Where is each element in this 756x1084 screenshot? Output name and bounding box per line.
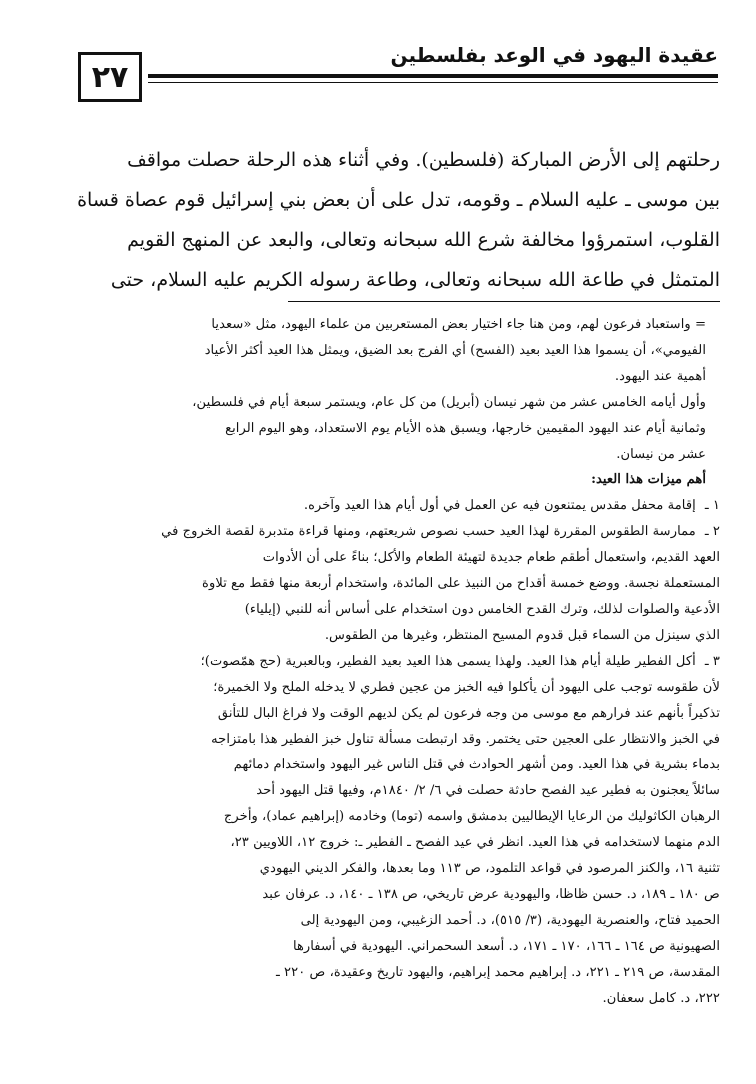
footnote-line: سائلاً يعجنون به فطير عيد الفصح حادثة حصلت في ٦/ ٢/ ١٨٤٠م، وفيها قتل اليهود أحد: [256, 783, 720, 799]
footnote-line: ٢٢٢، د. كامل سعفان.: [602, 990, 720, 1006]
footnote-line: عشر من نيسان.: [616, 446, 706, 462]
main-line: المتمثل في طاعة الله سبحانه وتعالى، وطاعة رسوله الكريم عليه السلام، حتى: [110, 269, 720, 291]
features-heading: أهم ميزات هذا العيد:: [591, 472, 706, 488]
main-body: [60, 140, 720, 300]
footnote-line: الذي سينزل من السماء قبل قدوم المسيح المنتظر، وغيرها من الطقوس.: [324, 627, 720, 643]
header-rule-thick: [148, 74, 718, 78]
item-text: ممارسة الطقوس المقررة لهذا العيد حسب نصوص شريعتهم، ومنها قراءة متدبرة لقصة الخروج في: [161, 524, 696, 540]
running-title: عقيدة اليهود في الوعد بفلسطين: [390, 43, 718, 67]
footnote-line: تثنية ١٦، والكنز المرصود في قواعد التلمود، ص ١١٣ وما بعدها، والفكر الديني اليهودي: [259, 861, 720, 877]
footnote-line: وأول أيامه الخامس عشر من شهر نيسان (أبريل) من كل عام، ويستمر سبعة أيام في فلسطين،: [192, 394, 706, 410]
item-text: إقامة محفل مقدس يمتنعون فيه عن العمل في أول أيام هذا العيد وآخره.: [303, 498, 696, 514]
footnote-line: المقدسة، ص ٢١٩ ـ ٢٢١، د. إبراهيم محمد إبراهيم، واليهود تاريخ وعقيدة، ص ٢٢٠ ـ: [275, 964, 720, 980]
feature-item-2: [60, 519, 720, 545]
main-line: بين موسى ـ عليه السلام ـ وقومه، تدل على أن بعض بني إسرائيل قوم عصاة قساة: [77, 189, 720, 211]
footnote-line: في الخبز والانتظار على العجين حتى يختمر. وقد ارتبطت مسألة تناول خبز الفطير هذا بامتزاجه: [211, 731, 720, 747]
footnote-line: تذكيراً بأنهم عند فرارهم مع موسى من وجه فرعون لم يكن لديهم الوقت ولا فراغ البال للتأنق: [217, 705, 720, 721]
footnote-line: = واستعباد فرعون لهم، ومن هنا جاء اختيار بعض المستعربين من علماء اليهود، مثل «سعديا: [211, 317, 706, 332]
page-number: ٢٧: [78, 52, 142, 102]
footnote-line: العهد القديم، واستعمال أطقم طعام جديدة لتهيئة الطعام والأكل؛ بناءً على أن الأدوات: [262, 550, 720, 566]
footnote-line: بدماء بشرية في هذا العيد. ومن أشهر الحوادث في قتل الناس غير اليهود واستخدام دمائهم: [233, 757, 720, 773]
footnote-line: وثمانية أيام عند اليهود المقيمين خارجها، ويسبق هذه الأيام يوم الاستعداد، وهو اليوم الرابع: [225, 420, 706, 436]
footnote-line: الأدعية والصلوات لذلك، وترك القدح الخامس دون استخدام على أساس أنه للنبي (إيلياء): [244, 601, 720, 617]
footnote-separator: [288, 301, 720, 302]
item-number: ١ ـ: [704, 498, 720, 514]
main-line: رحلتهم إلى الأرض المباركة (فلسطين). وفي أثناء هذه الرحلة حصلت مواقف: [127, 149, 720, 171]
item-text: أكل الفطير طيلة أيام هذا العيد. ولهذا يسمى هذا العيد بعيد الفطير، وبالعبرية (حج همّصوت)؛: [200, 653, 696, 669]
item-number: ٢ ـ: [704, 524, 720, 540]
footnote-line: الدم منهما لاستخدامه في هذا العيد. انظر في عيد الفصح ـ الفطير ـ: خروج ١٢، اللاويين ٢٣،: [230, 835, 720, 851]
feature-item-3: [60, 649, 720, 675]
footnote-line: الحميد فتاح، والعنصرية اليهودية، (٣/ ٥١٥)، د. أحمد الزغيبي، ومن اليهودية إلى: [300, 912, 720, 928]
footnote-line: الرهبان الكاثوليك من الرعايا الإيطاليين بدمشق واسمه (توما) وخادمه (إبراهيم عماد)، وأخرج: [223, 809, 720, 825]
footnote-line: المستعملة نجسة. ووضع خمسة أقداح من النبيذ على المائدة، واستخدام أربعة منها فقط مع تلاوة: [202, 576, 720, 592]
header-rule-thin: [148, 82, 718, 83]
item-number: ٣ ـ: [704, 653, 720, 669]
footnote-line: لأن طقوسه توجب على اليهود أن يأكلوا فيه الخبز من عجين فطري لا يدخله الملح ولا الخميرة؛: [213, 679, 720, 695]
main-line: القلوب، استمرؤوا مخالفة شرع الله سبحانه وتعالى، والبعد عن المنهج القويم: [127, 229, 720, 251]
page-header: [78, 40, 718, 110]
footnotes: [60, 312, 720, 1011]
footnote-line: الفيومي»، أن يسموا هذا العيد بعيد (الفسح) أي الفرج بعد الضيق، ويمثل هذا العيد أكثر الأعياد: [204, 342, 706, 358]
footnote-line: ص ١٨٠ ـ ١٨٩، د. حسن ظاظا، واليهودية عرض تاريخي، ص ١٣٨ ـ ١٤٠، د. عرفان عبد: [262, 886, 720, 902]
footnote-line: الصهيونية ص ١٦٤ ـ ١٦٦، ١٧٠ ـ ١٧١، د. أسعد السحمراني. اليهودية في أسفارها: [292, 938, 720, 954]
footnote-line: أهمية عند اليهود.: [614, 368, 706, 384]
feature-item-1: [60, 493, 720, 519]
